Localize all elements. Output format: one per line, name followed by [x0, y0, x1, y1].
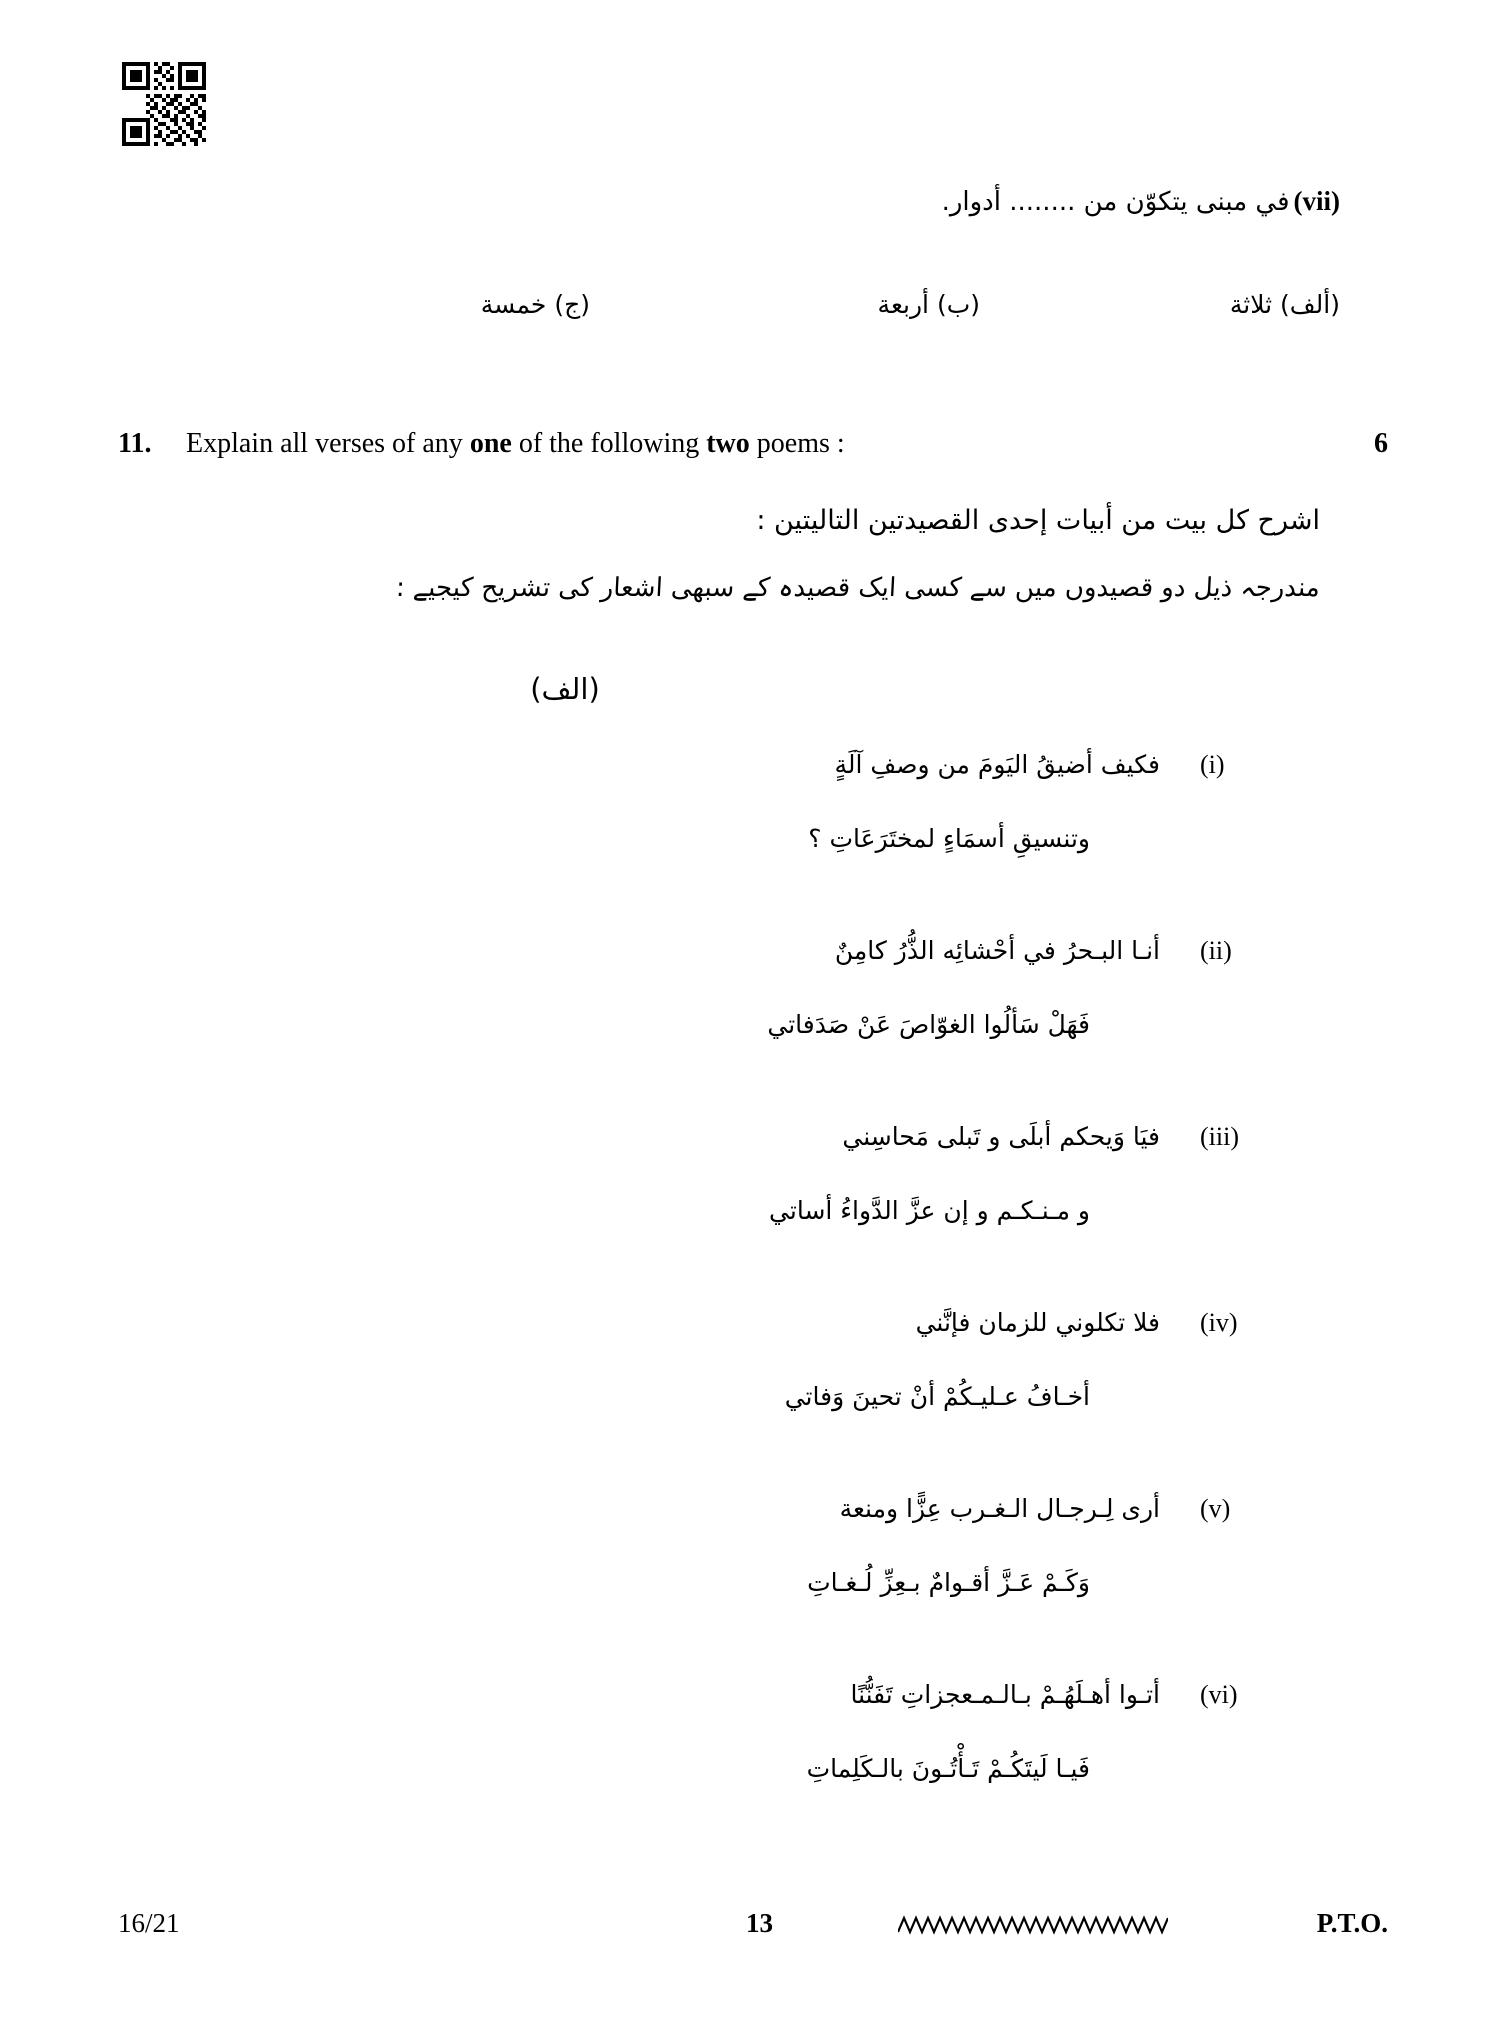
question-11-prompt-part-2: of the following: [511, 428, 707, 459]
poem-a-verse-list: [0, 750, 1340, 1866]
poem-verse: [0, 1308, 1340, 1494]
mcq-option-alif-text: ثلاثة: [1229, 290, 1273, 319]
page-number: 13: [746, 1908, 773, 1938]
verse-marker: (ii): [1200, 936, 1232, 965]
paper-code: 16/21: [118, 1908, 180, 1938]
verse-hemistich-first: فكيف أضيقُ اليَومَ من وصفِ آلَةٍ: [834, 750, 1160, 779]
mcq-option-alif-marker: (ألف): [1280, 290, 1340, 319]
verse-hemistich-first: أتـوا أهـلَهُـمْ بـالـمـعجزاتِ تَفَنُّنًا: [850, 1680, 1160, 1709]
question-11: [118, 428, 1388, 468]
mcq-option-alif[interactable]: [1230, 290, 1340, 319]
poem-verse: [0, 1494, 1340, 1680]
zigzag-rule-icon: [898, 1914, 1168, 1936]
question-11-prompt-part-0: Explain all verses of any: [186, 428, 470, 459]
mcq-option-jim-marker: (ج): [554, 290, 590, 319]
verse-hemistich-second: وتنسيقِ أسمَاءٍ لمختَرَعَاتِ ؟: [808, 824, 1090, 853]
poem-verse: [0, 1680, 1340, 1866]
poem-verse: [0, 936, 1340, 1122]
mcq-option-ba-marker: (ب): [936, 290, 980, 319]
mcq-option-ba-text: أربعة: [877, 290, 929, 319]
verse-marker: (vi): [1200, 1680, 1238, 1709]
question-11-instruction-urdu: مندرجہ ذیل دو قصیدوں میں سے کسی ایک قصیدہ کے سبھی اشعار کی تشریح کیجیے :: [395, 573, 1321, 603]
verse-hemistich-second: فَيـا لَيتَكُـمْ تَـأْتُـونَ بالـكَلِماتِ: [806, 1754, 1090, 1783]
question-11-prompt-part-4: poems :: [749, 428, 845, 459]
mcq-marker-vii: (vii): [1293, 186, 1340, 216]
mcq-question-vii: [0, 186, 1340, 217]
verse-marker: (v): [1200, 1494, 1231, 1523]
verse-hemistich-first: أنـا البـحرُ في أحْشائِه الذُّرُ كامِنٌ: [834, 936, 1160, 965]
verse-marker: (iii): [1200, 1122, 1239, 1151]
question-11-instruction-arabic: اشرح كل بيت من أبيات إحدى القصيدتين التاليتين :: [756, 505, 1320, 536]
qr-code-icon: [122, 62, 206, 146]
question-11-number: 11.: [118, 428, 152, 459]
mcq-option-jim[interactable]: [481, 290, 590, 319]
page-footer: [118, 1908, 1388, 1948]
mcq-option-ba[interactable]: [878, 290, 980, 319]
verse-hemistich-first: فلا تكلوني للزمان فإنَّني: [915, 1308, 1160, 1337]
poem-verse: [0, 1122, 1340, 1308]
verse-hemistich-second: وَكَـمْ عَـزَّ أقـوامٌ بـعِزِّ لُـغـاتِ: [807, 1568, 1090, 1597]
question-11-marks: 6: [1374, 428, 1388, 459]
verse-marker: (iv): [1200, 1308, 1238, 1337]
mcq-option-jim-text: خمسة: [480, 290, 547, 319]
turn-over-label: P.T.O.: [1316, 1908, 1388, 1938]
poem-a-heading: (الف): [530, 672, 600, 706]
question-11-prompt-part-3: two: [706, 428, 750, 459]
verse-hemistich-second: فَهَلْ سَألُوا الغوّاصَ عَنْ صَدَفاتي: [767, 1010, 1090, 1039]
question-11-prompt: [186, 428, 845, 460]
verse-hemistich-first: أرى لِـرجـال الـغـرب عِزًّا ومنعة: [839, 1494, 1160, 1523]
question-11-prompt-part-1: one: [469, 428, 512, 459]
mcq-question-text-vii: في مبنى يتكوّن من ........ أدوار.: [941, 186, 1290, 217]
verse-hemistich-second: و مـنـكـم و إن عزَّ الدَّواءُ أساتي: [769, 1196, 1090, 1225]
poem-verse: [0, 750, 1340, 936]
verse-marker: (i): [1200, 750, 1225, 779]
mcq-options-vii: [280, 290, 1340, 336]
verse-hemistich-first: فيَا وَيحكم أبلَى و تَبلى مَحاسِني: [842, 1122, 1160, 1151]
verse-hemistich-second: أخـافُ عـليـكُمْ أنْ تحينَ وَفاتي: [784, 1382, 1090, 1411]
